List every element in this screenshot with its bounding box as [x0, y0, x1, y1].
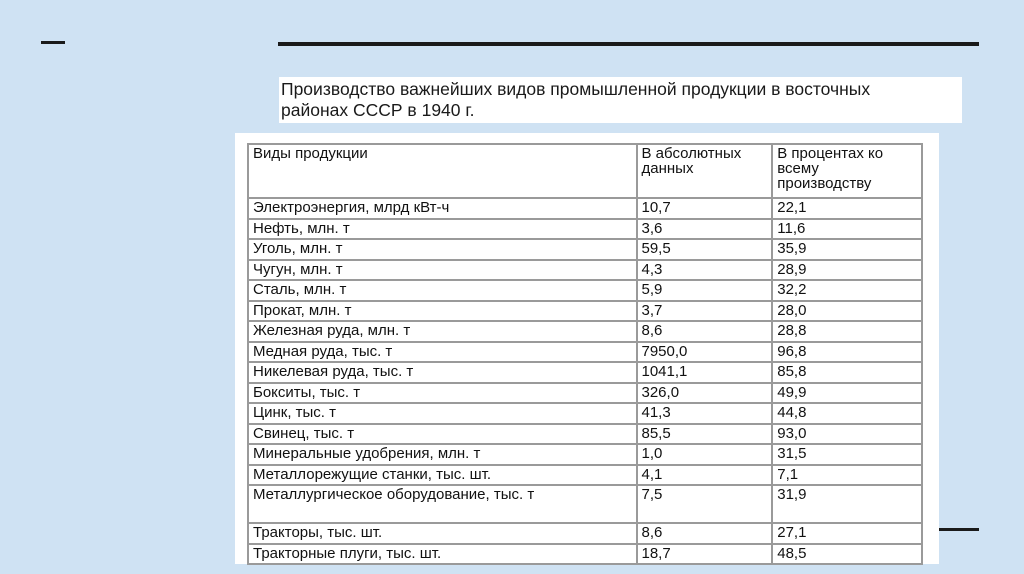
- cell-percent: 31,5: [772, 444, 922, 465]
- cell-absolute: 85,5: [637, 424, 773, 445]
- table-row: [248, 219, 922, 240]
- cell-absolute: 8,6: [637, 321, 773, 342]
- cell-percent: 48,5: [772, 544, 922, 565]
- cell-percent: 85,8: [772, 362, 922, 383]
- cell-product: Чугун, млн. т: [248, 260, 637, 281]
- cell-absolute: 3,7: [637, 301, 773, 322]
- cell-product: Тракторы, тыс. шт.: [248, 523, 637, 544]
- title-dash: [41, 41, 65, 44]
- cell-percent: 11,6: [772, 219, 922, 240]
- cell-percent: 28,9: [772, 260, 922, 281]
- header-absolute: В абсолютных данных: [637, 144, 773, 198]
- production-table: [247, 143, 923, 565]
- cell-absolute: 4,1: [637, 465, 773, 486]
- cell-absolute: 10,7: [637, 198, 773, 219]
- cell-absolute: 41,3: [637, 403, 773, 424]
- table-row: [248, 342, 922, 363]
- cell-product: Минеральные удобрения, млн. т: [248, 444, 637, 465]
- table-row: [248, 485, 922, 523]
- cell-product: Металлургическое оборудование, тыс. т: [248, 485, 637, 523]
- table-row: [248, 301, 922, 322]
- cell-product: Металлорежущие станки, тыс. шт.: [248, 465, 637, 486]
- cell-absolute: 18,7: [637, 544, 773, 565]
- top-divider: [278, 42, 979, 46]
- cell-percent: 32,2: [772, 280, 922, 301]
- cell-absolute: 8,6: [637, 523, 773, 544]
- table-row: [248, 383, 922, 404]
- cell-percent: 28,0: [772, 301, 922, 322]
- table-row: [248, 260, 922, 281]
- cell-percent: 28,8: [772, 321, 922, 342]
- header-percent: В процентах ко всему производству: [772, 144, 922, 198]
- table-row: [248, 239, 922, 260]
- cell-absolute: 5,9: [637, 280, 773, 301]
- cell-percent: 35,9: [772, 239, 922, 260]
- cell-absolute: 7950,0: [637, 342, 773, 363]
- cell-absolute: 3,6: [637, 219, 773, 240]
- table-row: [248, 544, 922, 565]
- cell-product: Железная руда, млн. т: [248, 321, 637, 342]
- cell-absolute: 59,5: [637, 239, 773, 260]
- cell-absolute: 7,5: [637, 485, 773, 523]
- cell-absolute: 1,0: [637, 444, 773, 465]
- table-image: [235, 133, 939, 564]
- table-header-row: [248, 144, 922, 198]
- cell-product: Уголь, млн. т: [248, 239, 637, 260]
- caption-line-1: Производство важнейших видов промышленной продукции в восточных: [281, 79, 871, 99]
- cell-product: Свинец, тыс. т: [248, 424, 637, 445]
- cell-product: Тракторные плуги, тыс. шт.: [248, 544, 637, 565]
- cell-absolute: 326,0: [637, 383, 773, 404]
- cell-percent: 27,1: [772, 523, 922, 544]
- table-row: [248, 280, 922, 301]
- table-row: [248, 424, 922, 445]
- header-product: Виды продукции: [248, 144, 637, 198]
- table-row: [248, 321, 922, 342]
- cell-percent: 31,9: [772, 485, 922, 523]
- cell-product: Нефть, млн. т: [248, 219, 637, 240]
- cell-percent: 7,1: [772, 465, 922, 486]
- table-row: [248, 198, 922, 219]
- cell-product: Сталь, млн. т: [248, 280, 637, 301]
- cell-percent: 44,8: [772, 403, 922, 424]
- table-caption: [279, 77, 962, 123]
- table-row: [248, 523, 922, 544]
- cell-percent: 49,9: [772, 383, 922, 404]
- cell-product: Электроэнергия, млрд кВт-ч: [248, 198, 637, 219]
- cell-percent: 93,0: [772, 424, 922, 445]
- table-row: [248, 362, 922, 383]
- cell-percent: 96,8: [772, 342, 922, 363]
- caption-line-2: районах СССР в 1940 г.: [281, 100, 475, 120]
- bottom-divider: [938, 528, 979, 531]
- cell-product: Прокат, млн. т: [248, 301, 637, 322]
- cell-product: Бокситы, тыс. т: [248, 383, 637, 404]
- cell-absolute: 4,3: [637, 260, 773, 281]
- cell-product: Медная руда, тыс. т: [248, 342, 637, 363]
- table-row: [248, 403, 922, 424]
- table-row: [248, 444, 922, 465]
- table-row: [248, 465, 922, 486]
- cell-percent: 22,1: [772, 198, 922, 219]
- cell-product: Цинк, тыс. т: [248, 403, 637, 424]
- cell-absolute: 1041,1: [637, 362, 773, 383]
- cell-product: Никелевая руда, тыс. т: [248, 362, 637, 383]
